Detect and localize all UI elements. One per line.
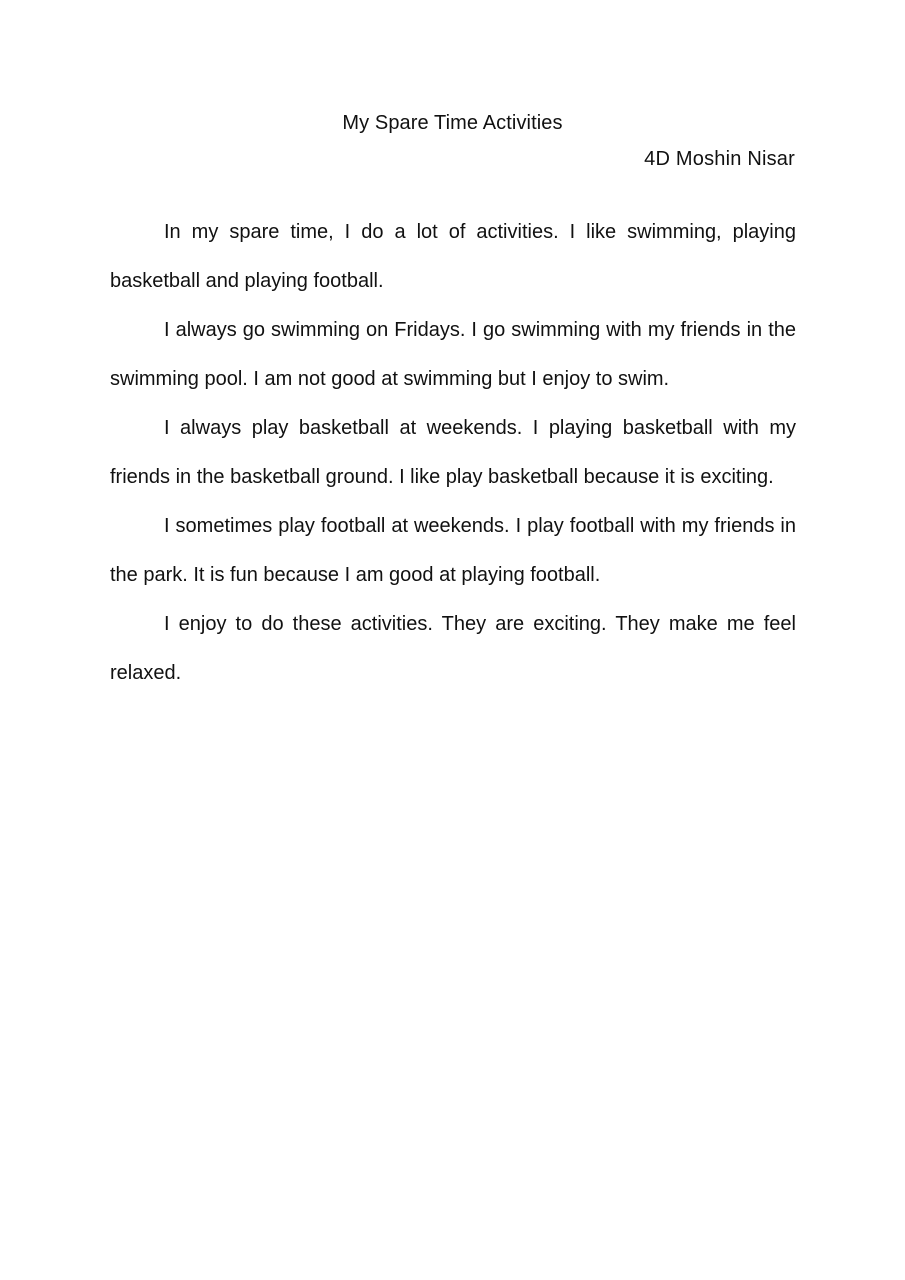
paragraph: I sometimes play football at weekends. I play football with my friends in the park. It is fun because I am good at playing football. [110, 515, 796, 586]
paragraph: I always play basketball at weekends. I playing basketball with my friends in the basketball ground. I like play basketball because it is exciting. [110, 417, 796, 488]
essay-body [110, 208, 796, 698]
paragraph: I always go swimming on Fridays. I go swimming with my friends in the swimming pool. I am not good at swimming but I enjoy to swim. [110, 319, 796, 390]
author-line: 4D Moshin Nisar [644, 148, 795, 170]
document-title: My Spare Time Activities [342, 112, 563, 134]
paragraph: I enjoy to do these activities. They are exciting. They make me feel relaxed. [110, 613, 796, 684]
paragraph: In my spare time, I do a lot of activities. I like swimming, playing basketball and playing football. [110, 221, 796, 292]
